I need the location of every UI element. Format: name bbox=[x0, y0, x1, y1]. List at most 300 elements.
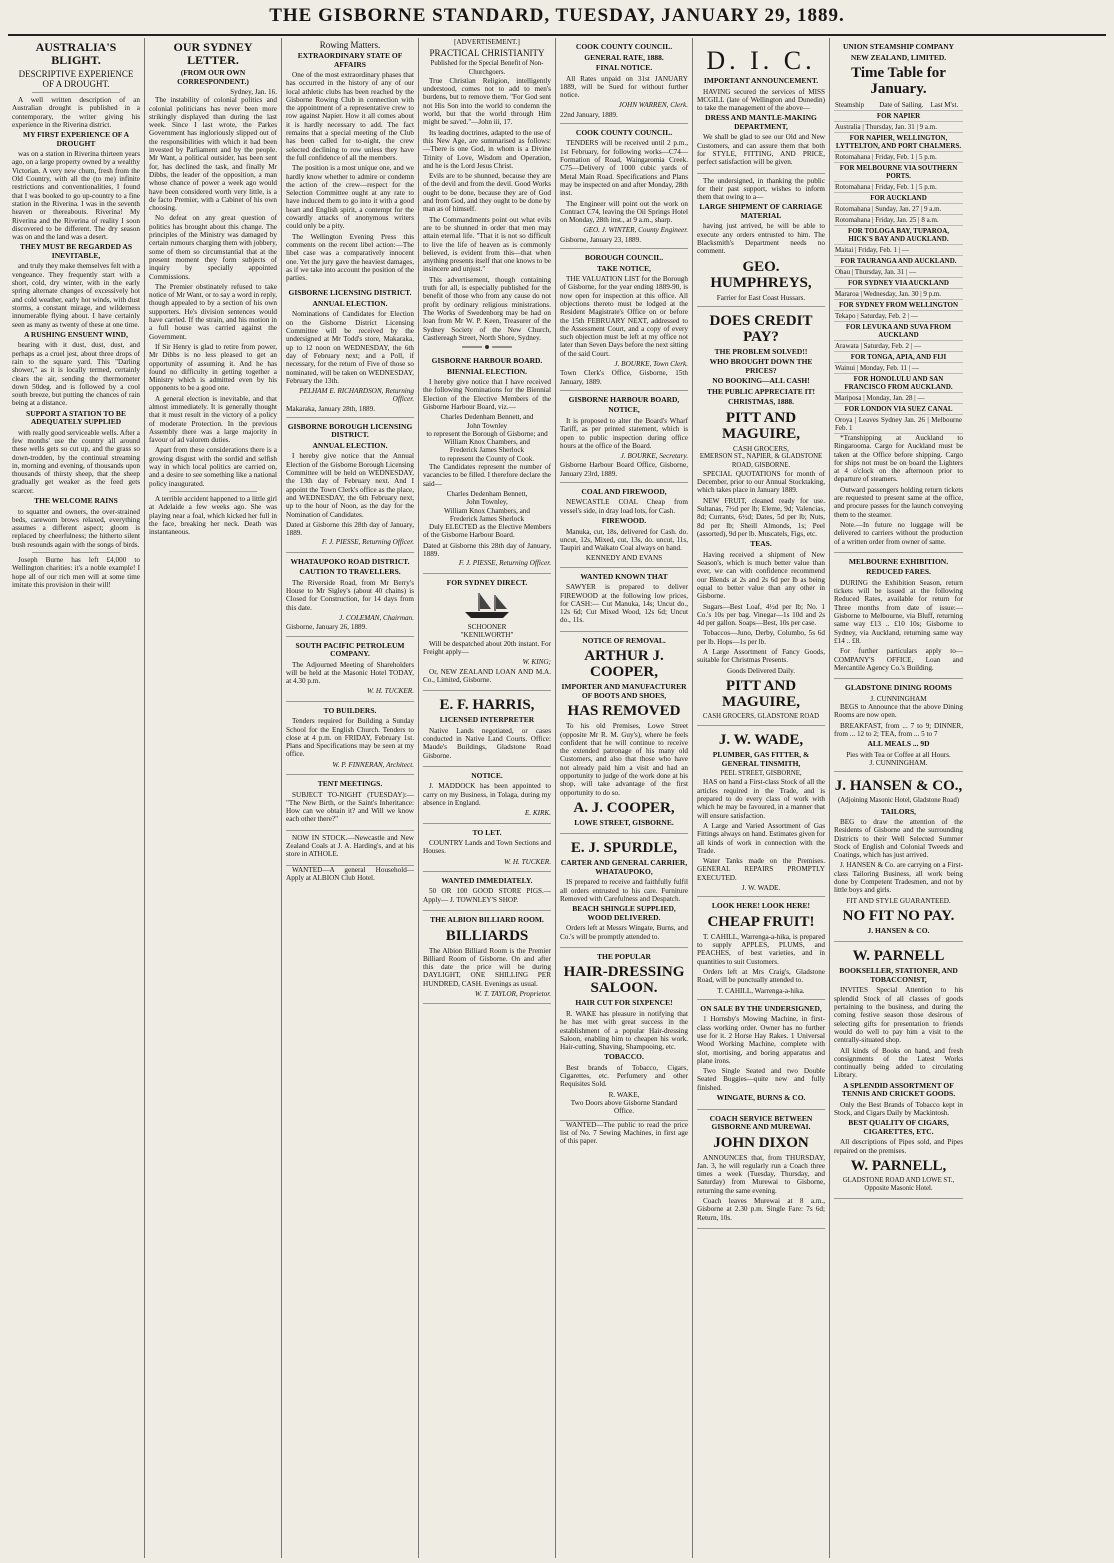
ad-text: The Riverside Road, from Mr Berry's House to Mr Sigley's (about 40 chains) is Closed for Construction, for 14 days from this date. bbox=[286, 578, 414, 612]
ad-heading: BOROUGH COUNCIL. bbox=[584, 253, 664, 263]
ad-line: WHO BROUGHT DOWN THE PRICES? bbox=[709, 357, 813, 375]
ad-text: SPECIAL QUOTATIONS for month of December, prior to our Annual Stocktaking, which takes place in January 1889. bbox=[697, 469, 825, 495]
ad-cahill bbox=[697, 897, 825, 1000]
ad-text: IS prepared to receive and faithfully fulfil all orders entrusted to his care. Furniture Removed with Carefulness and Despatch. bbox=[560, 878, 688, 904]
ad-text: THE VALUATION LIST for the Borough of Gisborne, for the year ending 1889-90, is now open for inspection at this office. All objections thereto must be lodged at the Resident Magistrate's Office on or before the 15th FEBRUARY NEXT, addressed to the Assessment Court, and a copy of every such objection must be left at my office not later than Seven Days before the next sitting of the said Court. bbox=[560, 275, 688, 358]
ad-stock bbox=[286, 831, 414, 866]
ad-text: having just arrived, he will be able to execute any orders entrusted to him. The Blacksmith's Department needs no comment. bbox=[697, 222, 825, 256]
route-heading: FOR SYDNEY VIA AUCKLAND bbox=[834, 278, 963, 289]
table-row: Tekapo | Saturday, Feb. 2 | — bbox=[834, 311, 963, 322]
paragraph: Its leading doctrines, adapted to the use of this New Age, are summarised as follows:—There is one God, in whom is a Divine Trinity of Love, Wisdom and Operation, and he is the Lord Jesus Christ. bbox=[423, 128, 551, 170]
ad-cooper bbox=[560, 632, 688, 835]
ad-subheading: NEW ZEALAND, LIMITED. bbox=[850, 52, 947, 62]
ad-heading: SOUTH PACIFIC PETROLEUM COMPANY. bbox=[295, 640, 405, 659]
ad-coach bbox=[697, 1110, 825, 1229]
ad-subheading: BIENNIAL ELECTION. bbox=[446, 366, 528, 376]
ad-text: The Engineer will point out the work on Contract C74, leaving the Oil Springs Hotel on Monday, 28th inst., at 9 a.m., sharp. bbox=[560, 199, 688, 225]
ad-big-text: JOHN DIXON bbox=[713, 1134, 809, 1151]
ad-subheading: CAUTION TO TRAVELLERS. bbox=[299, 567, 401, 577]
ad-notice bbox=[423, 767, 551, 824]
ad-signature: W. T. TAYLOR, Proprietor. bbox=[474, 990, 551, 999]
paragraph: No defeat on any great question of politics has brought about this change. The principles of the Ministry was damaged by certain rumours charging them with jobbery, some of them so circumstantial that at the present moment they form subjects of inquiry by specially appointed Commissions. bbox=[149, 214, 277, 281]
ad-heading: LOOK HERE! LOOK HERE! bbox=[711, 901, 811, 911]
ad-subheading: IMPORTANT ANNOUNCEMENT. bbox=[703, 76, 819, 85]
dateline: Sydney, Jan. 16. bbox=[230, 88, 277, 96]
ad-big-text: A. J. COOPER, bbox=[573, 799, 675, 816]
ad-subheading: A SPLENDID ASSORTMENT OF TENNIS AND CRICKET GOODS. bbox=[841, 1080, 956, 1099]
ad-text: *Transhipping at Auckland to Ringarooma. Cargo for Auckland must be taken at the Office before shipping. Cargo for ships not must be on board the Lighters at 4 o'clock on the afternoon prior to departure of steamers. bbox=[834, 434, 963, 484]
ad-signature: T. CAHILL, Warrenga-a-hika. bbox=[717, 986, 805, 995]
ad-text: All descriptions of Pipes sold, and Pipes repaired on the premises. bbox=[834, 1138, 963, 1155]
ad-text: T. CAHILL, Warrenga-a-hika, is prepared to supply APPLES, PLUMS, and PEACHES, of best varieties, and in quantities to suit Customers. bbox=[697, 932, 825, 966]
ad-text: The Adjourned Meeting of Shareholders will be held at the Masonic Hotel TODAY, at 4.30 p.m. bbox=[286, 660, 414, 686]
paragraph: A well written description of an Australian drought is published in a contemporary, the writer giving his experience in the Riverina district. bbox=[12, 96, 140, 129]
article-title: PRACTICAL CHRISTIANITY bbox=[429, 48, 545, 59]
article-subtitle: (FROM OUR OWN CORRESPONDENT.) bbox=[177, 68, 249, 86]
ad-heading: COACH SERVICE BETWEEN GISBORNE AND MUREWAI. bbox=[709, 1113, 813, 1132]
ad-text: Two Single Seated and two Double Seated Buggies—quite new and fully finished. bbox=[697, 1067, 825, 1092]
ad-dining-rooms bbox=[834, 679, 963, 772]
ad-text: NOW IN STOCK.—Newcastle and New Zealand Coals at J. A. Harding's, and at his store in ATHOLE. bbox=[286, 833, 414, 859]
route-heading: FOR MELBOURNE VIA SOUTHERN PORTS. bbox=[834, 163, 963, 182]
ad-date: Dated at Gisborne this 28th day of January, 1889. bbox=[286, 520, 414, 538]
ad-big-text: DOES CREDIT PAY? bbox=[709, 312, 813, 345]
paragraph: A terrible accident happened to a little girl at Adelaide a few weeks ago. She was playing near a foal, which kicked her full in the face, breaking her neck. Death was instantaneous. bbox=[149, 494, 277, 537]
ad-heading: COOK COUNTY COUNCIL. bbox=[575, 127, 673, 137]
ad-licensing bbox=[286, 284, 414, 418]
ad-text: For further particulars apply to— COMPANY'S OFFICE, Loan and Mercantile Agency Co.'s Building. bbox=[834, 647, 963, 672]
ad-address: PEEL STREET, GISBORNE, bbox=[720, 770, 802, 778]
ad-subheading: ANNUAL ELECTION. bbox=[312, 298, 388, 308]
ad-subheading: CASH GROCERS, bbox=[733, 444, 789, 453]
table-header-cell: Steamship bbox=[834, 100, 878, 111]
ad-big-text: ARTHUR J. COOPER, bbox=[584, 648, 664, 681]
ad-text: Nominations of Candidates for Election on the Gisborne District Licensing Committee will be received by the undersigned at Mr Todd's store, Makaraka, up to 12 noon on WEDNESDAY, the 6th day of February next; and a Poll, if necessary, for the return of Five of those so nominated, will be taken on WEDNESDAY, February the 13th. bbox=[286, 310, 414, 385]
ad-county-tenders bbox=[560, 124, 688, 249]
ad-text: INVITES Special Attention to his splendid Stock of all classes of goods pertaining to the business, and during the coming festive season those desirous of selecting gifts for presentation to friends would do well to pay him a visit to the centrally-situated shop. bbox=[834, 986, 963, 1045]
paragraph: was on a station in Riverina thirteen years ago, on a large property owned by a wealthy Victorian. A very new chum, fresh from the Old Country, with all the (to me) infinite restrictions and conventionalities, I found that I was booked to go up-country to a fine station in the Riverina. I was in the seventh heaven or thereabouts. Riverina! My Riverina and the Riverina of reality I soon discovered to be different. The dry season was on and the land was a desert. bbox=[12, 150, 140, 242]
ad-text: Orders left at Mrs Craig's, Gladstone Road, will be punctually attended to. bbox=[697, 968, 825, 985]
route-heading: FOR AUCKLAND bbox=[834, 193, 963, 204]
ad-signature: J. BOURKE, Town Clerk. bbox=[614, 360, 688, 369]
ad-line: CHRISTMAS, 1888. bbox=[727, 397, 795, 407]
ad-text: 1 Hornsby's Mowing Machine, in first-class working order. Owner has no further use for it. 2 Horse Hay Rakes. 1 Universal Wood Working Machine, complete with slot, mortising, and boring apparatus and plane irons. bbox=[697, 1015, 825, 1065]
paragraph: The Wellington Evening Press this comments on the recent libel action:—The libel case was a comparatively innocent one. Yet the jury gave the heaviest damages, as if we take into account the position of the parties. bbox=[286, 232, 414, 283]
ornament-rule-icon bbox=[462, 344, 512, 350]
columns bbox=[8, 38, 1106, 1560]
ad-signature: J. CUNNINGHAM bbox=[870, 694, 927, 703]
ad-text: SAWYER is prepared to deliver FIREWOOD at the following low prices, for CASH:— Cut Manuka, 14s; Uncut do., 12s 6d; Cut Mixed Wood, 12s 6d; Uncut do., 11s. bbox=[560, 583, 688, 625]
ad-big-text: D. I. C. bbox=[706, 46, 816, 75]
ad-big-text: GEO. HUMPHREYS, bbox=[710, 258, 812, 291]
ad-text: BEG to draw the attention of the Residents of Gisborne and the surrounding Districts to their Well Selected Summer Stock of English and Colonial Tweeds and Coatings, which has just arrived. bbox=[834, 818, 963, 860]
ad-text: R. WAKE has pleasure in notifying that he has met with great success in the establishment of a popular Hair-dressing Saloon, enabling him to cheapen his work. Hair-cutting, Shaving, Shampooing, etc. bbox=[560, 1009, 688, 1052]
table-row: Maitai | Friday, Feb. 1 | — bbox=[834, 245, 963, 256]
ad-signature: J. BOURKE, Secretary. bbox=[620, 452, 688, 461]
divider bbox=[32, 92, 120, 93]
ad-subheading: FIREWOOD. bbox=[601, 516, 647, 526]
article-title: Rowing Matters. bbox=[319, 40, 381, 50]
ad-dic bbox=[697, 38, 825, 174]
ad-text: BEGS to Announce that the above Dining Rooms are now open. bbox=[834, 702, 963, 720]
elected: Frederick James Sherlock bbox=[449, 514, 525, 523]
ad-subheading: HAIR CUT FOR SIXPENCE! bbox=[575, 998, 673, 1008]
ad-text: Water Tanks made on the Premises. GENERAL REPAIRS PROMPTLY EXECUTED. bbox=[697, 857, 825, 882]
ad-text: Note.—In future no luggage will be delivered to carriers without the production of a written order from owner of same. bbox=[834, 520, 963, 546]
ad-big-text: PITT AND MAGUIRE, bbox=[722, 409, 800, 442]
ad-signature: GEO. J. WINTER, County Engineer. bbox=[583, 226, 688, 235]
ad-text: Duly ELECTED as the Elective Members of the Gisborne Harbour Board. bbox=[423, 523, 551, 540]
ad-date: Gisborne, January 23, 1889. bbox=[560, 235, 642, 244]
ad-text: HAS on hand a First-class Stock of all the articles required in the Trade, and is prepared to do every class of work with which he may be favoured, in a manner that will ensure satisfaction. bbox=[697, 778, 825, 820]
ad-text: To his old Premises, Lowe Street (opposite Mr R. M. Guy's), where he feels confident that he will continue to receive the extended patronage of his many old Customers, and also that those who have not already paid him a visit and had an opportunity to judge of the work done at his shop, will take advantage of the first opportunity to do so. bbox=[560, 722, 688, 797]
paragraph: Joseph Burne has left £4,000 to Wellington charities: it's a noble example! I hope all of our rich men will at some time imitate this provision in their will! bbox=[12, 556, 140, 589]
ad-parnell bbox=[834, 942, 963, 1198]
route-heading: FOR TAURANGA AND AUCKLAND. bbox=[834, 256, 963, 267]
ad-text: ANNOUNCES that, from THURSDAY, Jan. 3, he will regularly run a Coach three times a week (Tuesday, Thursday, and Saturday) from Murewai to Gisborne, returning the same evening. bbox=[697, 1153, 825, 1195]
ad-text: A Large and Varied Assortment of Gas Fittings always on hand. Estimates given for all kinds of work in connection with the Trade. bbox=[697, 821, 825, 855]
ad-text: Outward passengers holding return tickets are requested to present same at the office, and procure passes for the launch conveying them to the steamer. bbox=[834, 485, 963, 519]
ad-signature: JOHN WARREN, Clerk. bbox=[618, 101, 688, 110]
table-row: Rotomahana | Sunday, Jan. 27 | 9 a.m. bbox=[834, 204, 963, 215]
paragraph: True Christian Religion, intelligently understood, comes not to add to men's burdens, but to remove them. "For God sent not His Son into the world to condemn the world, but that the world through Him might be saved."—John iii, 17. bbox=[423, 76, 551, 127]
ad-spurdle bbox=[560, 834, 688, 947]
elected: Charles Dedenham Bennett, bbox=[446, 489, 528, 498]
ad-heading: NOTICE OF REMOVAL. bbox=[582, 635, 666, 645]
ad-county-rate bbox=[560, 38, 688, 124]
ad-line: THE PROBLEM SOLVED!! bbox=[714, 346, 808, 356]
ad-subheading: TOBACCO. bbox=[604, 1052, 644, 1062]
ad-pitt-maguire bbox=[697, 307, 825, 726]
ad-text: Only the Best Brands of Tobacco kept in Stock, and Cigars Daily by Mackintosh. bbox=[834, 1100, 963, 1118]
schooner-ship-icon bbox=[457, 590, 517, 620]
masthead-title: THE GISBORNE STANDARD, TUESDAY, JANUARY 29, 1889. bbox=[269, 5, 845, 26]
ad-subheading: FINAL NOTICE. bbox=[595, 63, 653, 72]
ad-big-text: PITT AND MAGUIRE, bbox=[722, 677, 800, 710]
ad-text: Or, NEW ZEALAND LOAN AND M.A. Co., Limited, Gisborne. bbox=[423, 667, 551, 684]
ad-billiards bbox=[423, 911, 551, 1004]
nominee: John Townley bbox=[466, 421, 508, 430]
ad-subheading: TAKE NOTICE, bbox=[596, 263, 652, 273]
ad-subheading: CASH GROCERS, GLADSTONE ROAD bbox=[702, 712, 820, 720]
ad-text: The Candidates represent the number of vacancies to be filled. I therefore declare the said— bbox=[423, 463, 551, 488]
ad-wanted-pigs bbox=[423, 872, 551, 911]
paragraph: The Commandments point out what evils are to be shunned in order that men may attain eternal life. "That it is not so difficult to live the life of heaven as is commonly believed, is evident from this—that when anything presents itself that one knows to be insincere and unjust." bbox=[423, 215, 551, 274]
ad-text: It is proposed to alter the Board's Wharf Tariff, as per printed statement, which is open to public inspection during office hours at the office of the Board. bbox=[560, 416, 688, 450]
ad-big-text: BILLIARDS bbox=[445, 927, 529, 944]
subheading: THE WELCOME RAINS bbox=[34, 496, 118, 506]
ad-text: BREAKFAST, from ... 7 to 9; DINNER, from ... 12 to 2; TEA, from ... 5 to 7 bbox=[834, 721, 963, 738]
ad-subheading: Farrier for East Coast Hussars. bbox=[716, 293, 806, 302]
column-5 bbox=[556, 38, 693, 1558]
ad-subheading: IMPORTER AND MANUFACTURER OF BOOTS AND SHOES, bbox=[561, 682, 687, 700]
ad-borough-valuation bbox=[560, 249, 688, 391]
table-row: Oroya | Leaves Sydney Jan. 26 | Melbourne Feb. 1 bbox=[835, 416, 962, 432]
paragraph: The position is a most unique one, and we hardly know whether to admire or condemn the action of the crew—respect for the Selection Committee ought at any rate to have induced them to go into it with a good heart and English spirit, a contempt for the cowardly attacks of anonymous writers could only be a pity. bbox=[286, 164, 414, 231]
ad-harris bbox=[423, 691, 551, 767]
ad-text: to represent the County of Cook. bbox=[439, 454, 535, 463]
ad-signature: WINGATE, BURNS & CO. bbox=[716, 1093, 806, 1103]
subheading: THEY MUST BE REGARDED AS INEVITABLE, bbox=[19, 242, 133, 260]
ad-subheading: TAILORS, bbox=[880, 806, 917, 816]
ad-hairdressing bbox=[560, 948, 688, 1121]
ad-text: DURING the Exhibition Season, return tickets will be issued at the following Reduced Rates, available for return for Three months from date of issue:— Gisborne to Melbourne, via Bluff, returning same way £13 .. £10 10s; Gisborne to Sydney, via Auckland, returning same way £14 .. £8. bbox=[834, 578, 963, 645]
ad-text: to represent the Borough of Gisborne; and bbox=[426, 429, 548, 438]
ad-text: Manuka, cut, 18s, delivered for Cash. do. uncut, 12s, Mixed, cut, 13s, do. uncut, 11s, Taupiri and Waikato Coal always on hand. bbox=[560, 527, 688, 553]
ad-text: Tenders required for Building a Sunday School for the English Church. Tenders to close at 4 p.m. on FRIDAY, February 1st. Plans and Specifications may be seen at my office. bbox=[286, 717, 414, 759]
ad-text: Will be despatched about 20th instant. For Freight apply— bbox=[423, 639, 551, 657]
ad-subheading: PLUMBER, GAS FITTER, & GENERAL TINSMITH, bbox=[712, 750, 810, 768]
paragraph: One of the most extraordinary phases that has occurred in the history of any of our local athletic clubs has been reached by the Gisborne Rowing Club in connection with the appointment of a representative crew to row against Napier. How it all comes about it is hardly necessary to add. The fact remains that a special meeting of the Club has been called for to-night, the crew selected declining to row unless they have the full confidence of all the members. bbox=[286, 71, 414, 162]
ad-big-text: HAIR-DRESSING SALOON. bbox=[563, 964, 685, 997]
ad-heading: GISBORNE LICENSING DISTRICT. bbox=[288, 288, 412, 298]
ad-date: Dated at Gisborne this 28th day of January, 1889. bbox=[423, 541, 551, 559]
ad-union-steamship bbox=[834, 38, 963, 553]
divider bbox=[169, 491, 257, 492]
subheading: SUPPORT A STATION TO BE ADEQUATELY SUPPLIED bbox=[26, 408, 126, 427]
ad-subheading: DRESS AND MANTLE-MAKING DEPARTMENT, bbox=[705, 113, 817, 131]
column-4 bbox=[419, 38, 556, 1558]
route-heading: FOR LEVUKA AND SUVA FROM AUCKLAND bbox=[834, 322, 963, 341]
paragraph: The Premier obstinately refused to take notice of Mr Want, or to say a word in reply, though appealed to by a section of his own supporters. He's division sentences would have carried. If the strain, and his motion in a full house was carried against the Government. bbox=[149, 282, 277, 341]
masthead bbox=[0, 0, 1114, 32]
ad-signature: E. KIRK. bbox=[524, 809, 551, 818]
ad-text: J. HANSEN & Co. are carrying on a First-class Tailoring Business, all work being done by Competent Tradesmen, and not by little boys and girls. bbox=[834, 861, 963, 895]
ad-heading: GISBORNE HARBOUR BOARD, bbox=[568, 394, 680, 404]
ad-text: SUBJECT TO-NIGHT (TUESDAY):— "The New Birth, or the Saint's Inheritance: How can we obtain it? and Will we know each other there?" bbox=[286, 790, 414, 824]
ad-to-let bbox=[423, 824, 551, 872]
route-heading: FOR LONDON VIA SUEZ CANAL bbox=[834, 404, 963, 415]
ad-sydney-schooner bbox=[423, 574, 551, 692]
ad-text: Native Lands negotiated, or cases conducted in Native Land Courts. Office: Maude's Buildings, Gladstone Road Gisborne. bbox=[423, 726, 551, 760]
paragraph: Apart from these considerations there is a growing disgust with the sordid and selfish way in which local politics are carried on, and a desire to see something like a national policy inaugurated. bbox=[149, 446, 277, 488]
ad-text: The Albion Billiard Room is the Premier Billiard Room of Gisborne. On and after this date the price will be during DAYLIGHT, ONE SHILLING PER HUNDRED, CASH. Evenings as usual. bbox=[423, 946, 551, 988]
ad-wingate bbox=[697, 1000, 825, 1110]
ad-date: Gisborne, January 26, 1889. bbox=[286, 623, 368, 632]
ad-subheading: LARGE SHIPMENT OF CARRIAGE MATERIAL bbox=[699, 202, 823, 220]
table-row: Rotomahana | Friday, Feb. 1 | 5 p.m. bbox=[834, 182, 963, 193]
ad-heading: THE ALBION BILLIARD ROOM. bbox=[430, 915, 544, 925]
ad-text: TENDERS will be received until 2 p.m., 1st February, for following works—C74—Formation of Road, Waingaromia Creek. C75—Delivery of 1000 cubic yards of Metal Main Road. Specifications and Plans may be inspected on and after Monday, 28th inst. bbox=[560, 139, 688, 198]
timetable bbox=[834, 100, 963, 434]
ad-text: NEWCASTLE COAL Cheap from vessel's side, in dray load lots, for Cash. bbox=[560, 498, 688, 515]
paragraph: with really good serviceable wells. After a few months' use the country all around these wells gets so cut up, and the grass so down-trodden, by the continual streaming in, morning and evening, of thousands upon thousands of thirsty sheep, that the sheep gradually get weaker as the feed gets scarcer. bbox=[12, 428, 140, 495]
route-heading: FOR NAPIER, WELLINGTON, LYTTELTON, AND PORT CHALMERS. bbox=[835, 134, 962, 150]
table-row: Rotomahana | Friday, Feb. 1 | 5 p.m. bbox=[834, 152, 963, 163]
ad-text: I hereby give notice that the Annual Election of the Gisborne Borough Licensing Committee will be held on WEDNESDAY, the 13th day of February next. And I appoint the Town Clerk's office as the place, and WEDNESDAY, the 6th February next, up to the hour of Noon, as the day for the Nomination of Candidates. bbox=[286, 452, 414, 519]
ad-subheading: BOOKSELLER, STATIONER, AND TOBACCONIST, bbox=[839, 966, 958, 984]
ad-signature: W. P. FINNERAN, Architect. bbox=[332, 760, 414, 769]
ad-date: Gisborne Harbour Board Office, Gisborne, January 23rd, 1889. bbox=[560, 461, 688, 478]
route-heading: FOR TONGA, APIA, AND FIJI bbox=[834, 352, 963, 363]
ad-text: I hereby give notice that I have received the following Nominations for the Biennial Election of the Elective Members of the Gisborne Harbour Board, viz.— bbox=[423, 378, 551, 411]
paragraph: This advertisement, though containing truth for all, is especially published for the benefit of those who from any cause do not profit by ordinary religious ministrations. The Works of Swedenborg may be had on loan from Mr W. P. Keen, Treasurer of the Sydney Society of the New Church, Castlereagh Street, North Shore, Sydney. bbox=[423, 275, 551, 342]
column-7 bbox=[830, 38, 967, 1558]
ad-hansen bbox=[834, 772, 963, 942]
column-1 bbox=[8, 38, 145, 1558]
route-heading: FOR NAPIER bbox=[834, 111, 963, 122]
ad-line: Goods Delivered Daily. bbox=[727, 666, 795, 675]
ad-signature: W. H. TUCKER. bbox=[503, 857, 551, 866]
ad-big-text: W. PARNELL bbox=[852, 948, 945, 965]
elected: William Knox Chambers, and bbox=[444, 506, 530, 515]
ad-text: HAVING secured the services of MISS MCGILL (late of Wellington and Dunedin) to take the management of the above— bbox=[697, 87, 825, 113]
table-header-cell: Last M'st. bbox=[929, 100, 963, 111]
ad-signature: F. J. PIESSE, Returning Officer. bbox=[458, 559, 551, 568]
paragraph: A general election is inevitable, and that almost immediately. It is generally thought that it must result in the victory of a policy of moderate Protection. In the previous Assembly there was a large majority in favour of ad valorem duties. bbox=[149, 394, 277, 445]
ad-heading: GISBORNE BOROUGH LICENSING DISTRICT. bbox=[287, 421, 413, 440]
ad-borough-licensing bbox=[286, 418, 414, 553]
ad-big-text: W. PARNELL, bbox=[850, 1157, 947, 1174]
ad-subheading: BEACH SHINGLE SUPPLIED, WOOD DELIVERED. bbox=[572, 904, 676, 922]
ad-heading: TENT MEETINGS. bbox=[317, 779, 383, 788]
ad-heading: ON SALE BY THE UNDERSIGNED, bbox=[700, 1003, 822, 1013]
route-heading: FOR SYDNEY FROM WELLINGTON bbox=[834, 300, 963, 311]
ad-heading: COOK COUNTY COUNCIL. bbox=[575, 42, 673, 51]
column-2 bbox=[145, 38, 282, 1558]
table-row: Ohau | Thursday, Jan. 31 | — bbox=[834, 267, 963, 278]
ad-signature: KENNEDY AND EVANS bbox=[585, 554, 663, 563]
paragraph: The instability of colonial politics and colonial politicians has never been more strikingly displayed than during the last week. Since I last wrote, the Parkes Government has ingloriously slipped out of the responsibilities with which it had been invested by Parliament and by the people. Mr Want, a political outsider, has been sent for, has declined the task, and finally Mr Dibbs, the leader of the opposition, a man whose chance of power a week ago would have been considered worth very little, is a de facto Premier, with a Cabinet of his own choosing. bbox=[149, 96, 277, 213]
table-header-cell: Date of Sailing. bbox=[878, 100, 929, 111]
ad-text: Coach leaves Murewai at 8 a.m., Gisborne at 2.30 p.m. Single Fare: 7s 6d; Return, 10s. bbox=[697, 1197, 825, 1222]
ad-builders bbox=[286, 702, 414, 775]
ad-signature: PELHAM E. RICHARDSON, Returning Officer. bbox=[299, 387, 414, 404]
paragraph: and truly they make themselves felt with a vengeance. They frequently start with a short, cold, dry winter, with in the early spring alternate changes of excessively hot and cold weather, early hot winds, with dust storms, a constant mirage, and wilderness innumerable flying about. I have certainly seen as many as twenty of these at one time. bbox=[12, 262, 140, 329]
ship-name: "KENILWORTH" bbox=[460, 631, 514, 640]
ad-signature: J. W. WADE. bbox=[741, 884, 781, 893]
ad-subheading: GENERAL RATE, 1888. bbox=[584, 52, 664, 62]
ad-heading: WHATAUPOKO ROAD DISTRICT. bbox=[290, 556, 410, 566]
ad-signature: J. HANSEN & CO. bbox=[867, 925, 930, 935]
ad-text: The undersigned, in thanking the public for their past support, wishes to inform them that owing to a— bbox=[697, 176, 825, 202]
route-heading: FOR HONOLULU AND SAN FRANCISCO FROM AUCKLAND. bbox=[834, 374, 963, 393]
ad-text: Orders left at Messrs Wingate, Burns, and Co.'s will be promptly attended to. bbox=[560, 924, 688, 941]
ad-text: A Large Assortment of Fancy Goods, suitable for Christmas Presents. bbox=[697, 647, 825, 665]
article-subtitle: DESCRIPTIVE EXPERIENCE OF A DROUGHT. bbox=[18, 69, 134, 89]
ad-heading: THE POPULAR bbox=[597, 951, 651, 961]
article-subtitle: EXTRAORDINARY STATE OF AFFAIRS bbox=[297, 51, 403, 69]
ad-line: Pies with Tea or Coffee at all Hours. bbox=[846, 750, 951, 759]
ad-heading: WANTED IMMEDIATELY. bbox=[441, 875, 533, 885]
masthead-rule bbox=[8, 34, 1106, 36]
ad-address: GLADSTONE ROAD AND LOWE ST., Opposite Masonic Hotel. bbox=[842, 1176, 955, 1193]
paragraph: If Sir Henry is glad to retire from power, Mr Dibbs is no less pleased to get an opportunity of assuming it. And he has found no difficulty in getting together a Ministry which is admitted even by his opponents to be a good one. bbox=[149, 342, 277, 393]
ad-subheading: ANNUAL ELECTION. bbox=[312, 440, 388, 450]
ad-subheading: ALL MEALS ... 9D bbox=[867, 739, 930, 749]
ad-line: FIT AND STYLE GUARANTEED. bbox=[846, 896, 951, 905]
ad-heading: GLADSTONE DINING ROOMS bbox=[845, 683, 952, 693]
ad-text: Tobaccos—Juno, Derby, Columbo, 5s 6d per lb. Hops—1s per lb. bbox=[697, 629, 825, 646]
ad-heading: TO LET. bbox=[472, 827, 502, 837]
ad-signature: J. COLEMAN, Chairman. bbox=[339, 613, 414, 622]
table-row: Mararoa | Wednesday, Jan. 30 | 9 p.m. bbox=[834, 289, 963, 300]
ad-subheading: LOWE STREET, GISBORNE. bbox=[574, 817, 674, 827]
ad-subheading: NOTICE, bbox=[608, 405, 640, 415]
ad-heading: FOR SYDNEY DIRECT. bbox=[446, 577, 528, 587]
ad-heading: GISBORNE HARBOUR BOARD. bbox=[431, 356, 543, 366]
column-3 bbox=[282, 38, 419, 1558]
ad-text: Having received a shipment of New Season's, which is much better value than ever, we can with confidence recommend our Blends at 2s and 2s 6d per lb as being equal to better value than any other in Gisborne. bbox=[697, 550, 825, 601]
ad-harbour-election bbox=[423, 352, 551, 574]
ad-text: All Rates unpaid on 31st JANUARY 1889, will be Sued for without further notice. bbox=[560, 74, 688, 100]
ad-heading: E. F. HARRIS, bbox=[439, 697, 535, 714]
paragraph: bearing with it dust, dust, dust, and perhaps as a cruel jest, about three drops of rain to the square yard. This "Darling shower," as it is locally termed, certainly clears the air, sending the thermometer down 50deg. and is followed by a cool south breeze, but putting the chances of rain being at a distance. bbox=[12, 341, 140, 408]
paragraph: to squatter and owners, the over-strained beds, careworn brows relaxed, everything assumes a different aspect; gloom is replaced by cheerfulness; the hitherto silent bush resounds again with the songs of birds. bbox=[12, 507, 140, 549]
divider bbox=[32, 552, 120, 553]
ad-address: EMERSON ST., NAPIER, & GLADSTONE ROAD, GISBORNE. bbox=[699, 453, 823, 469]
ad-heading: COAL AND FIREWOOD, bbox=[581, 486, 667, 496]
nominee: Frederick James Sherlock bbox=[449, 446, 525, 455]
ad-text: Sugars—Best Loaf, 4½d per lb; No. 1 Co.'s 10s per bag. Vinegar—1s 10d and 2s 4d per gallon. Soaps—Best, 10s per case. bbox=[697, 602, 825, 628]
ad-big-text: J. W. WADE, bbox=[718, 732, 804, 749]
ad-signature: W. H. TUCKER. bbox=[366, 687, 414, 696]
article-title: OUR SYDNEY LETTER. bbox=[173, 40, 253, 67]
ad-text: Best brands of Tobacco, Cigars, Cigarettes, etc. Perfumery and other Requisites Sold. bbox=[560, 1063, 688, 1089]
ad-line: THE PUBLIC APPRECIATE IT! bbox=[706, 386, 815, 396]
ad-date: Town Clerk's Office, Gisborne, 15th January, 1889. bbox=[560, 369, 688, 386]
ad-heading: UNION STEAMSHIP COMPANY bbox=[842, 42, 955, 51]
ad-date: 22nd January, 1889. bbox=[560, 110, 618, 119]
ad-signature: R. WAKE, bbox=[608, 1090, 640, 1099]
ad-heading: MELBOURNE EXHIBITION. bbox=[848, 556, 949, 566]
ad-address: Two Doors above Gisborne Standard Office. bbox=[570, 1099, 678, 1116]
subheading: MY FIRST EXPERIENCE OF A DROUGHT bbox=[23, 130, 129, 148]
paragraph: Evils are to be shunned, because they are of the devil and from the devil. Good Works ought to be done, because they are of God and from God, and they ought to be done by man as of himself. bbox=[423, 172, 551, 214]
adv-label: [ADVERTISEMENT.] bbox=[454, 38, 520, 46]
ad-big-text: CHEAP FRUIT! bbox=[707, 913, 815, 930]
ad-subheading: LICENSED INTERPRETER bbox=[439, 715, 535, 725]
ad-tent-meetings bbox=[286, 775, 414, 831]
ad-address: (Adjoining Masonic Hotel, Gladstone Road) bbox=[837, 797, 959, 805]
ad-signature: J. CUNNINGHAM. bbox=[869, 758, 928, 767]
ad-coal bbox=[560, 483, 688, 568]
ad-text: COUNTRY Lands and Town Sections and Houses. bbox=[423, 839, 551, 856]
ad-text: WANTED—A general Household—Apply at ALBION Club Hotel. bbox=[286, 865, 414, 882]
ad-sawyer bbox=[560, 568, 688, 632]
table-header-row bbox=[834, 100, 963, 111]
ad-harbour-tariff bbox=[560, 391, 688, 483]
ad-big-text: E. J. SPURDLE, bbox=[570, 840, 678, 857]
ad-signature: W. KING; bbox=[522, 658, 551, 667]
ad-heading: TO BUILDERS. bbox=[323, 705, 377, 715]
nominee: William Knox Chambers, and bbox=[444, 438, 530, 447]
ad-big-text: J. HANSEN & CO., bbox=[834, 778, 963, 795]
route-heading: FOR TOLOGA BAY, TUPAROA, HICK'S BAY AND AUCKLAND. bbox=[834, 226, 963, 245]
article-subtitle: Published for the Special Benefit of Non-Churchgoers. bbox=[430, 60, 544, 76]
ad-text: We shall be glad to see our Old and New Customers, and can assure them that both for STYLE, FITTING, AND PRICE, perfect satisfaction will be given. bbox=[697, 133, 825, 167]
elected: John Townley, bbox=[466, 498, 508, 507]
ad-date: Makaraka, January 28th, 1889. bbox=[286, 404, 376, 413]
article-title: AUSTRALIA'S BLIGHT. bbox=[35, 40, 117, 67]
timetable-title: Time Table for January. bbox=[851, 65, 946, 97]
ad-wade bbox=[697, 726, 825, 897]
ad-road-district bbox=[286, 553, 414, 637]
table-row: Mariposa | Monday, Jan. 28 | — bbox=[834, 393, 963, 404]
table-row: Wainui | Monday, Feb. 11 | — bbox=[834, 363, 963, 374]
ad-petroleum bbox=[286, 637, 414, 702]
ad-signature: F. J. PIESSE, Returning Officer. bbox=[321, 538, 414, 547]
nominee: Charles Dedenham Bennett, and bbox=[440, 413, 534, 422]
ad-text: NEW FRUIT, cleaned ready for use. Sultanas, 7½d per lb; Eleme, 9d; Valencias, 8d; Currants, 6½d; Dates, 5d per lb; Nuts, 8d per lb; Sheill Almonds, 1s; Peel (assorted), 9d per lb. Muscatels, Figs, etc. bbox=[697, 496, 825, 538]
table-row: Arawata | Saturday, Feb. 2 | — bbox=[834, 341, 963, 352]
subheading: A RUSHING ENSUENT WIND, bbox=[24, 329, 128, 339]
ad-big-text: NO FIT NO PAY. bbox=[842, 907, 955, 924]
ad-exhibition bbox=[834, 553, 963, 679]
ad-line: NO BOOKING—ALL CASH! bbox=[712, 376, 810, 386]
ad-subheading: BEST QUALITY OF CIGARS, CIGARETTES, ETC. bbox=[848, 1118, 949, 1136]
ad-subheading: CARTER AND GENERAL CARRIER, WHATAUPOKO, bbox=[560, 858, 688, 876]
